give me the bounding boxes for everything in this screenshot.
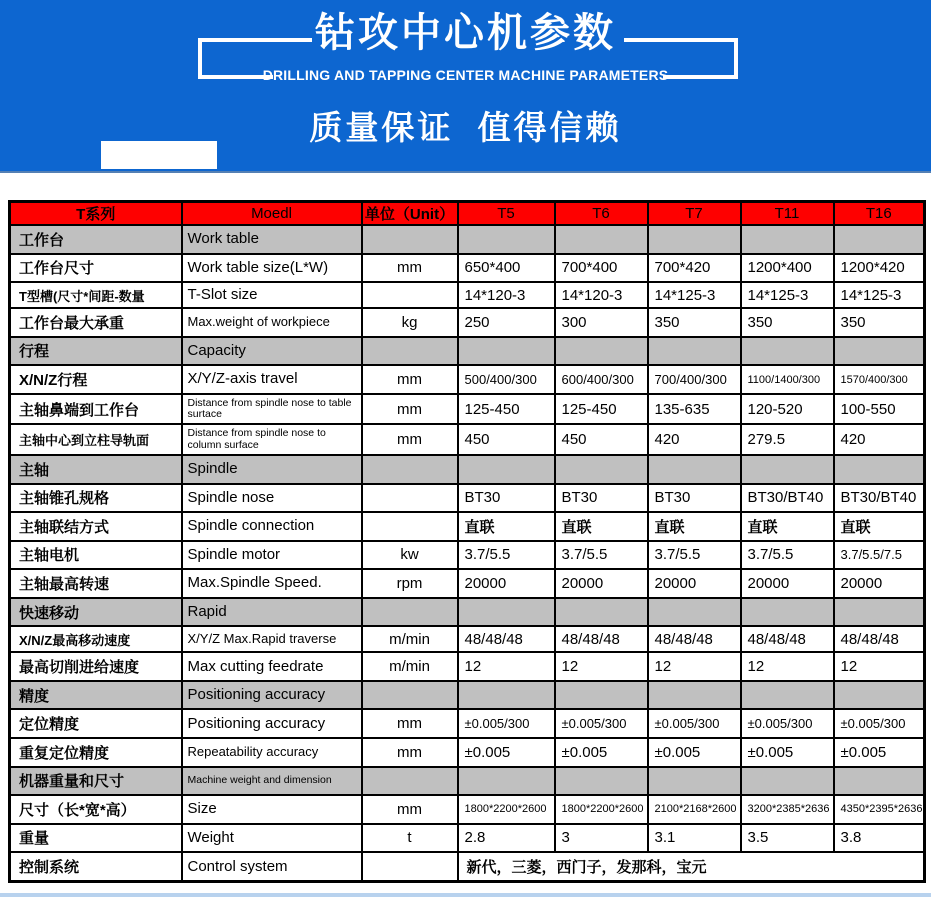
cell-value: 120-520 <box>741 394 834 425</box>
table-row <box>10 254 925 283</box>
cell-value: ±0.005/300 <box>648 709 741 738</box>
cell-label-en: Capacity <box>182 337 362 366</box>
cell-value: 600/400/300 <box>555 365 648 394</box>
section-row <box>10 455 925 484</box>
cell-value: 3200*2385*2636 <box>741 795 834 824</box>
cell-value: 125-450 <box>458 394 555 425</box>
spec-table-head <box>10 202 925 226</box>
cell-unit <box>362 455 458 484</box>
cell-empty <box>648 455 741 484</box>
cell-value: ±0.005/300 <box>834 709 925 738</box>
cell-value: BT30 <box>555 484 648 513</box>
cell-unit: mm <box>362 738 458 767</box>
cell-empty <box>741 225 834 254</box>
table-row <box>10 824 925 853</box>
cell-label-cn: 主轴锥孔规格 <box>10 484 182 513</box>
cell-label-cn: T型槽(尺寸*间距-数量 <box>10 282 182 308</box>
cell-value: ±0.005 <box>458 738 555 767</box>
cell-label-cn: 定位精度 <box>10 709 182 738</box>
table-row <box>10 852 925 881</box>
cell-empty <box>458 767 555 796</box>
cell-value: 20000 <box>834 569 925 598</box>
cell-value: 279.5 <box>741 424 834 455</box>
cell-value: BT30 <box>458 484 555 513</box>
table-row <box>10 541 925 570</box>
table-row <box>10 282 925 308</box>
cell-label-cn: 重量 <box>10 824 182 853</box>
cell-value: ±0.005 <box>555 738 648 767</box>
cell-label-cn: 控制系统 <box>10 852 182 881</box>
cell-value: 12 <box>555 652 648 681</box>
cell-label-en: Max cutting feedrate <box>182 652 362 681</box>
cell-value: 14*120-3 <box>555 282 648 308</box>
cell-empty <box>834 225 925 254</box>
cell-label-en: Work table <box>182 225 362 254</box>
cell-value: 3.7/5.5 <box>458 541 555 570</box>
cell-value: 135-635 <box>648 394 741 425</box>
banner-slogan: 质量保证 值得信赖 <box>309 109 622 146</box>
cell-value: 700/400/300 <box>648 365 741 394</box>
cell-value: 48/48/48 <box>555 626 648 652</box>
cell-value: 3 <box>555 824 648 853</box>
cell-value: 250 <box>458 308 555 337</box>
cell-value: 20000 <box>555 569 648 598</box>
cell-value: 1200*400 <box>741 254 834 283</box>
cell-value: 直联 <box>555 512 648 541</box>
cell-value: 20000 <box>458 569 555 598</box>
cell-label-en: Positioning accuracy <box>182 709 362 738</box>
cell-value: ±0.005/300 <box>458 709 555 738</box>
cell-value: 14*125-3 <box>741 282 834 308</box>
cell-label-cn: 快速移动 <box>10 598 182 627</box>
cell-empty <box>648 337 741 366</box>
cell-unit <box>362 512 458 541</box>
cell-unit: mm <box>362 709 458 738</box>
cell-value: ±0.005 <box>648 738 741 767</box>
cell-label-en: X/Y/Z Max.Rapid traverse <box>182 626 362 652</box>
cell-value: 直联 <box>458 512 555 541</box>
cell-label-en: T-Slot size <box>182 282 362 308</box>
col-header-2: 单位（Unit） <box>362 202 458 226</box>
cell-label-cn: 主轴 <box>10 455 182 484</box>
cell-value: 1800*2200*2600 <box>555 795 648 824</box>
cell-label-en: Work table size(L*W) <box>182 254 362 283</box>
cell-label-cn: 工作台最大承重 <box>10 308 182 337</box>
cell-empty <box>834 598 925 627</box>
cell-label-cn: 工作台尺寸 <box>10 254 182 283</box>
header-row <box>10 202 925 226</box>
cell-label-cn: 主轴电机 <box>10 541 182 570</box>
cell-unit: kw <box>362 541 458 570</box>
table-row <box>10 709 925 738</box>
spec-table-body <box>10 225 925 882</box>
col-header-4: T6 <box>555 202 648 226</box>
cell-value: 3.7/5.5/7.5 <box>834 541 925 570</box>
cell-empty <box>555 337 648 366</box>
banner-title: 钻攻中心机参数 <box>315 11 616 55</box>
table-row <box>10 512 925 541</box>
col-header-6: T11 <box>741 202 834 226</box>
cell-empty <box>648 598 741 627</box>
cell-unit: mm <box>362 795 458 824</box>
cell-label-en: Spindle nose <box>182 484 362 513</box>
cell-value: 12 <box>741 652 834 681</box>
cell-label-en: Max.weight of workpiece <box>182 308 362 337</box>
cell-unit <box>362 484 458 513</box>
cell-unit <box>362 225 458 254</box>
cell-value: 12 <box>648 652 741 681</box>
cell-empty <box>555 681 648 710</box>
cell-value: 1100/1400/300 <box>741 365 834 394</box>
cell-empty <box>458 598 555 627</box>
cell-value: 直联 <box>648 512 741 541</box>
cell-value: BT30/BT40 <box>834 484 925 513</box>
cell-value: 1800*2200*2600 <box>458 795 555 824</box>
cell-label-en: Rapid <box>182 598 362 627</box>
cell-unit: m/min <box>362 652 458 681</box>
cell-value: 2100*2168*2600 <box>648 795 741 824</box>
cell-label-en: Size <box>182 795 362 824</box>
cell-unit: m/min <box>362 626 458 652</box>
cell-empty <box>834 681 925 710</box>
section-row <box>10 681 925 710</box>
cell-label-cn: 主轴最高转速 <box>10 569 182 598</box>
cell-value: 3.8 <box>834 824 925 853</box>
cell-unit: kg <box>362 308 458 337</box>
cell-label-cn: 主轴鼻端到工作台 <box>10 394 182 425</box>
cell-value: 14*120-3 <box>458 282 555 308</box>
cell-value: ±0.005/300 <box>555 709 648 738</box>
cell-empty <box>834 337 925 366</box>
table-row <box>10 569 925 598</box>
cell-unit <box>362 282 458 308</box>
banner <box>0 0 931 173</box>
spec-table <box>8 200 926 883</box>
cell-value: 420 <box>834 424 925 455</box>
table-row <box>10 394 925 425</box>
cell-value: 48/48/48 <box>648 626 741 652</box>
cell-label-cn: 重复定位精度 <box>10 738 182 767</box>
cell-label-cn: 精度 <box>10 681 182 710</box>
cell-value: ±0.005 <box>834 738 925 767</box>
table-row <box>10 424 925 455</box>
cell-value: 12 <box>834 652 925 681</box>
cell-value: 350 <box>834 308 925 337</box>
cell-value: BT30/BT40 <box>741 484 834 513</box>
cell-empty <box>555 598 648 627</box>
cell-unit: rpm <box>362 569 458 598</box>
cell-unit: mm <box>362 394 458 425</box>
cell-unit <box>362 681 458 710</box>
table-row <box>10 308 925 337</box>
cell-label-cn: 主轴联结方式 <box>10 512 182 541</box>
cell-empty <box>648 681 741 710</box>
cell-empty <box>834 767 925 796</box>
cell-empty <box>741 681 834 710</box>
cell-value: 450 <box>555 424 648 455</box>
cell-value: 700*420 <box>648 254 741 283</box>
cell-value: 直联 <box>834 512 925 541</box>
cell-value: 3.7/5.5 <box>555 541 648 570</box>
cell-value: 3.7/5.5 <box>648 541 741 570</box>
cell-empty <box>458 681 555 710</box>
cell-value: 1570/400/300 <box>834 365 925 394</box>
cell-value: 14*125-3 <box>648 282 741 308</box>
cell-value: 3.5 <box>741 824 834 853</box>
cell-label-en: Control system <box>182 852 362 881</box>
cell-label-en: X/Y/Z-axis travel <box>182 365 362 394</box>
cell-value: 3.7/5.5 <box>741 541 834 570</box>
cell-value: 350 <box>741 308 834 337</box>
cell-unit: mm <box>362 254 458 283</box>
col-header-0: T系列 <box>10 202 182 226</box>
cell-label-en: Spindle connection <box>182 512 362 541</box>
table-row <box>10 795 925 824</box>
cell-empty <box>648 767 741 796</box>
cell-value: 700*400 <box>555 254 648 283</box>
section-row <box>10 337 925 366</box>
cell-value: 125-450 <box>555 394 648 425</box>
cell-empty <box>834 455 925 484</box>
cell-label-cn: 行程 <box>10 337 182 366</box>
cell-value: 48/48/48 <box>834 626 925 652</box>
section-row <box>10 767 925 796</box>
banner-white-box <box>101 141 217 169</box>
cell-value: 1200*420 <box>834 254 925 283</box>
cell-value: 500/400/300 <box>458 365 555 394</box>
cell-value: 14*125-3 <box>834 282 925 308</box>
col-header-3: T5 <box>458 202 555 226</box>
cell-unit <box>362 598 458 627</box>
cell-label-cn: X/N/Z最高移动速度 <box>10 626 182 652</box>
cell-value: 4350*2395*2636 <box>834 795 925 824</box>
cell-label-en: Positioning accuracy <box>182 681 362 710</box>
cell-value: 100-550 <box>834 394 925 425</box>
col-header-7: T16 <box>834 202 925 226</box>
section-row <box>10 598 925 627</box>
cell-value: 48/48/48 <box>741 626 834 652</box>
cell-label-en: Max.Spindle Speed. <box>182 569 362 598</box>
col-header-5: T7 <box>648 202 741 226</box>
cell-value: 650*400 <box>458 254 555 283</box>
cell-unit: mm <box>362 424 458 455</box>
cell-label-cn: X/N/Z行程 <box>10 365 182 394</box>
bottom-divider-line <box>0 893 931 897</box>
cell-merged-value: 新代，三菱，西门子，发那科，宝元 <box>458 852 925 881</box>
cell-unit <box>362 337 458 366</box>
cell-label-en: Distance from spindle nose to table surtace <box>182 394 362 425</box>
cell-value: 3.1 <box>648 824 741 853</box>
cell-value: 12 <box>458 652 555 681</box>
cell-unit: mm <box>362 365 458 394</box>
cell-empty <box>555 225 648 254</box>
cell-value: BT30 <box>648 484 741 513</box>
cell-empty <box>555 455 648 484</box>
cell-unit <box>362 767 458 796</box>
cell-empty <box>741 598 834 627</box>
table-row <box>10 365 925 394</box>
cell-label-en: Spindle motor <box>182 541 362 570</box>
cell-value: 直联 <box>741 512 834 541</box>
cell-value: 350 <box>648 308 741 337</box>
cell-label-en: Weight <box>182 824 362 853</box>
cell-value: 20000 <box>648 569 741 598</box>
cell-label-cn: 工作台 <box>10 225 182 254</box>
table-row <box>10 484 925 513</box>
cell-label-cn: 尺寸（长*宽*高） <box>10 795 182 824</box>
cell-empty <box>648 225 741 254</box>
cell-label-en: Repeatability accuracy <box>182 738 362 767</box>
cell-label-en: Machine weight and dimension <box>182 767 362 796</box>
cell-value: ±0.005 <box>741 738 834 767</box>
cell-value: 48/48/48 <box>458 626 555 652</box>
cell-empty <box>741 337 834 366</box>
cell-label-en: Distance from spindle nose to column surface <box>182 424 362 455</box>
cell-label-en: Spindle <box>182 455 362 484</box>
cell-value: 450 <box>458 424 555 455</box>
cell-empty <box>458 337 555 366</box>
cell-unit: t <box>362 824 458 853</box>
cell-empty <box>741 455 834 484</box>
cell-value: 2.8 <box>458 824 555 853</box>
table-row <box>10 652 925 681</box>
cell-empty <box>458 225 555 254</box>
cell-unit <box>362 852 458 881</box>
cell-empty <box>741 767 834 796</box>
banner-subtitle: DRILLING AND TAPPING CENTER MACHINE PARAMETERS <box>262 67 669 83</box>
col-header-1: Moedl <box>182 202 362 226</box>
cell-value: 20000 <box>741 569 834 598</box>
cell-value: ±0.005/300 <box>741 709 834 738</box>
cell-label-cn: 机器重量和尺寸 <box>10 767 182 796</box>
cell-empty <box>458 455 555 484</box>
table-row <box>10 626 925 652</box>
cell-value: 300 <box>555 308 648 337</box>
cell-empty <box>555 767 648 796</box>
cell-label-cn: 主轴中心到立柱导轨面 <box>10 424 182 455</box>
cell-value: 420 <box>648 424 741 455</box>
cell-label-cn: 最高切削进给速度 <box>10 652 182 681</box>
table-row <box>10 738 925 767</box>
section-row <box>10 225 925 254</box>
